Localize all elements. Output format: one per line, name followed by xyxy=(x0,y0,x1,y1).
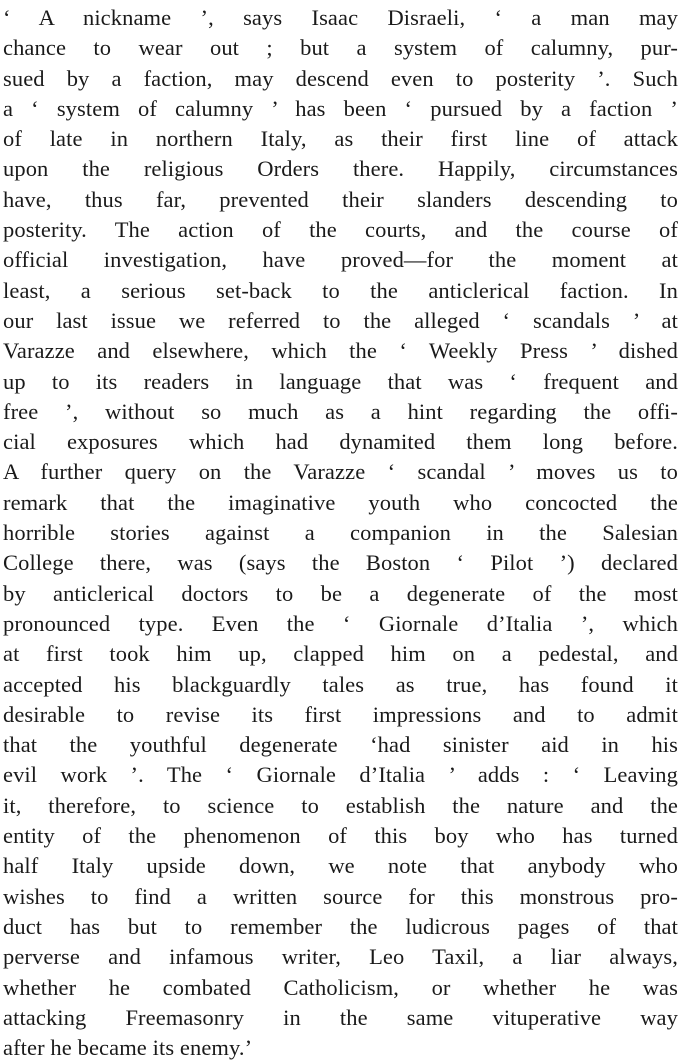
text-line: attacking Freemasonry in the same vituperative way xyxy=(3,1004,678,1030)
text-line: upon the religious Orders there. Happily, circumstances xyxy=(3,156,678,182)
text-line: after he became its enemy.’ xyxy=(3,1035,253,1061)
text-line: of late in northern Italy, as their first line of attack xyxy=(3,126,678,152)
text-line: chance to wear out ; but a system of calumny, pur- xyxy=(3,35,678,61)
text-line: whether he combated Catholicism, or whether he was xyxy=(3,974,678,1000)
text-line: entity of the phenomenon of this boy who has turned xyxy=(3,823,678,849)
text-line: at first took him up, clapped him on a pedestal, and xyxy=(3,641,678,667)
text-line: a ‘ system of calumny ’ has been ‘ pursued by a faction ’ xyxy=(3,95,678,121)
text-line: cial exposures which had dynamited them long before. xyxy=(3,429,678,455)
text-line: horrible stories against a companion in the Salesian xyxy=(3,520,678,546)
text-line: pronounced type. Even the ‘ Giornale d’Italia ’, which xyxy=(3,610,678,636)
text-line: official investigation, have proved—for the moment at xyxy=(3,247,678,273)
text-line: least, a serious set-back to the anticlerical faction. In xyxy=(3,277,678,303)
text-line: up to its readers in language that was ‘ frequent and xyxy=(3,368,678,394)
text-line: duct has but to remember the ludicrous pages of that xyxy=(3,913,678,939)
text-line: posterity. The action of the courts, and the course of xyxy=(3,217,678,243)
text-line: half Italy upside down, we note that anybody who xyxy=(3,853,678,879)
text-line: our last issue we referred to the alleged ‘ scandals ’ at xyxy=(3,307,678,333)
text-line: remark that the imaginative youth who concocted the xyxy=(3,489,678,515)
text-line: accepted his blackguardly tales as true, has found it xyxy=(3,671,678,697)
text-line: ‘ A nickname ’, says Isaac Disraeli, ‘ a man may xyxy=(3,5,678,30)
text-line: perverse and infamous writer, Leo Taxil, a liar always, xyxy=(3,944,678,970)
text-line: have, thus far, prevented their slanders descending to xyxy=(3,186,678,212)
text-line: free ’, without so much as a hint regarding the offi- xyxy=(3,398,678,424)
text-line: it, therefore, to science to establish the nature and the xyxy=(3,792,678,818)
text-line: College there, was (says the Boston ‘ Pilot ’) declared xyxy=(3,550,678,576)
text-line: by anticlerical doctors to be a degenerate of the most xyxy=(3,580,678,606)
article-paragraph xyxy=(3,3,678,1063)
text-line: A further query on the Varazze ‘ scandal ’ moves us to xyxy=(3,459,678,485)
text-line: sued by a faction, may descend even to posterity ’. Such xyxy=(3,65,678,91)
text-line: wishes to find a written source for this monstrous pro- xyxy=(3,883,678,909)
text-line: that the youthful degenerate ‘had sinister aid in his xyxy=(3,732,678,758)
text-line: evil work ’. The ‘ Giornale d’Italia ’ adds : ‘ Leaving xyxy=(3,762,678,788)
newspaper-column xyxy=(3,3,678,1061)
text-line: Varazze and elsewhere, which the ‘ Weekly Press ’ dished xyxy=(3,338,678,364)
text-line: desirable to revise its first impressions and to admit xyxy=(3,701,678,727)
